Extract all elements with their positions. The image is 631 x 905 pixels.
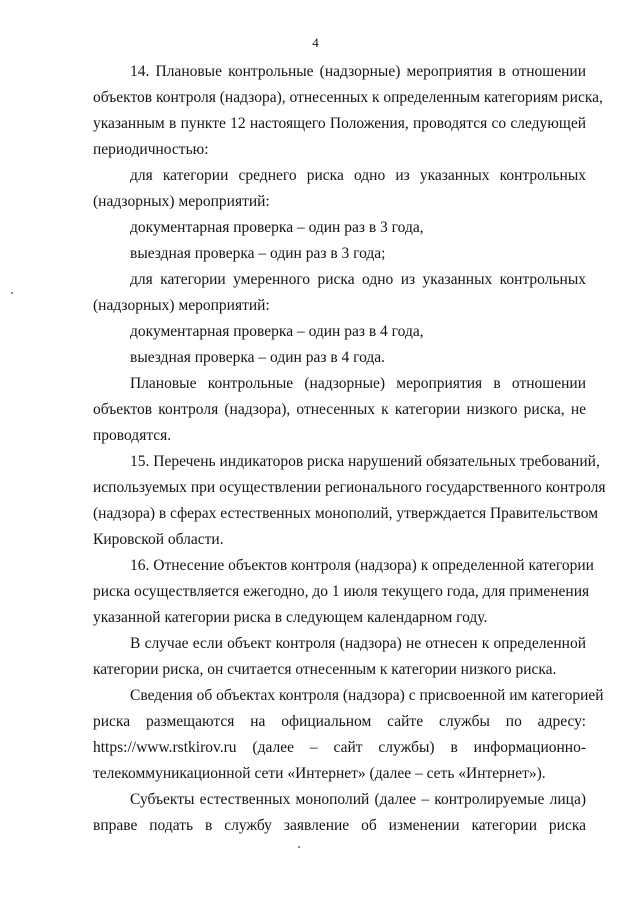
- text-line: Субъекты естественных монополий (далее – контролируемые лица): [130, 791, 586, 808]
- page-number: 4: [312, 35, 319, 50]
- text-line: для категории среднего риска одно из указанных контрольных: [130, 167, 586, 184]
- text-line: проводятся.: [93, 427, 172, 444]
- text-line: категории риска, он считается отнесенным к категории низкого риска.: [93, 661, 557, 678]
- text-line: для категории умеренного риска одно из указанных контрольных: [130, 271, 586, 288]
- text-line: указанной категории риска в следующем календарном году.: [93, 609, 488, 626]
- text-line: объектов контроля (надзора), отнесенных к категории низкого риска, не: [93, 401, 586, 418]
- text-line: https://www.rstkirov.ru (далее – сайт службы) в информационно-: [93, 739, 586, 756]
- text-line: документарная проверка – один раз в 3 года,: [130, 219, 424, 236]
- text-line: документарная проверка – один раз в 4 года,: [130, 323, 424, 340]
- text-line: Кировской области.: [93, 531, 224, 548]
- text-line: риска осуществляется ежегодно, до 1 июля текущего года, для применения: [93, 583, 590, 600]
- text-line: периодичностью:: [93, 141, 209, 158]
- scan-speck: [298, 846, 300, 848]
- text-line: В случае если объект контроля (надзора) не отнесен к определенной: [130, 635, 586, 652]
- scan-speck: [11, 292, 13, 294]
- text-line: указанным в пункте 12 настоящего Положения, проводятся со следующей: [93, 115, 586, 132]
- text-line: выездная проверка – один раз в 4 года.: [130, 349, 386, 366]
- text-line: Плановые контрольные (надзорные) мероприятия в отношении: [130, 375, 586, 392]
- text-line: (надзорных) мероприятий:: [93, 297, 270, 314]
- text-line: Сведения об объектах контроля (надзора) с присвоенной им категорией: [130, 687, 604, 704]
- text-line: 14. Плановые контрольные (надзорные) мероприятия в отношении: [130, 63, 586, 80]
- text-line: выездная проверка – один раз в 3 года;: [130, 245, 386, 262]
- text-line: 15. Перечень индикаторов риска нарушений обязательных требований,: [130, 453, 600, 470]
- text-line: используемых при осуществлении регионального государственного контроля: [93, 479, 606, 496]
- text-line: вправе подать в службу заявление об изменении категории риска: [93, 817, 586, 834]
- text-line: телекоммуникационной сети «Интернет» (далее – сеть «Интернет»).: [93, 765, 546, 782]
- text-line: (надзора) в сферах естественных монополий, утверждается Правительством: [93, 505, 598, 522]
- text-line: риска размещаются на официальном сайте службы по адресу:: [93, 713, 586, 730]
- text-line: 16. Отнесение объектов контроля (надзора) к определенной категории: [130, 557, 594, 574]
- text-line: (надзорных) мероприятий:: [93, 193, 270, 210]
- text-line: объектов контроля (надзора), отнесенных к определенным категориям риска,: [93, 89, 603, 106]
